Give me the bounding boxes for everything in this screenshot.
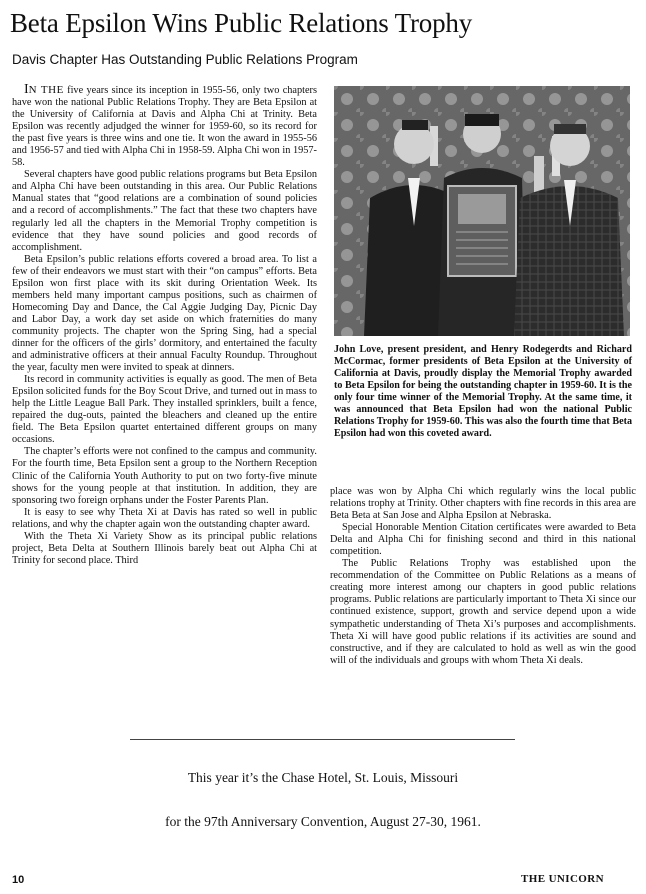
paragraph-7: With the Theta Xi Variety Show as its principal public relations project, Beta Delta at Southern Illinois barely beat out Alpha Chi at Trinity for second place. Third xyxy=(12,530,317,566)
right-paragraph-2: Special Honorable Mention Citation certificates were awarded to Beta Delta and Alpha Chi for finishing second and third in this national competition. xyxy=(330,522,636,558)
lead-small-caps: N THE xyxy=(28,84,64,96)
convention-promo-line-2: for the 97th Anniversary Convention, August 27-30, 1961. xyxy=(165,814,481,829)
paragraph-1-body: five years since its inception in 1955-56, only two chapters have won the national Public Relations Trophy. They are Beta Epsilon at the University of California at Davis and Alpha Chi at Trinity. Beta Epsilon was recently adjudged the winner for 1959-60, so its record for the past five years is three wins and one tie. It won the award in 1955-56 and 1956-57 and tied with Alpha Chi in 1958-59. Alpha Chi won in 1957-58. xyxy=(12,85,317,169)
paragraph-6: It is easy to see why Theta Xi at Davis has rated so well in public relations, and why the chapter again won the outstanding chapter award. xyxy=(12,506,317,530)
paragraph-3: Beta Epsilon’s public relations efforts covered a broad area. To list a few of their endeavors we must start with their “on campus” efforts. Beta Epsilon won first place with its skit during Orientation Week. Its members held many important campus positions, such as chairmen of Homecoming Day and Dance, the Cal Aggie Judging Day, Picnic Day and Labor Day, a work day set aside on which fraternities do many community projects. The chapter won the Spring Sing, had a special dinner for the officers of the girls’ dormitory, and entertained the faculty and administrative officers at their annual Faculty Roundup. Throughout the year, faculty men were invited to speak at dinners. xyxy=(12,253,317,374)
paragraph-5: The chapter’s efforts were not confined to the campus and community. For the fourth time, Beta Epsilon sent a group to the Northern Reception Clinic of the California Youth Authority to put on two forty-five minute shows for the young people at that institution. In addition, they are sponsoring two foreign orphans under the Foster Parents Plan. xyxy=(12,446,317,506)
photo-illustration xyxy=(334,86,630,336)
left-column xyxy=(12,84,317,567)
article-subtitle: Davis Chapter Has Outstanding Public Relations Program xyxy=(12,52,358,67)
right-paragraph-3: The Public Relations Trophy was established upon the recommendation of the Committee on Public Relations as a means of creating more interest among our chapters in good public relations programs. Public relations are particularly important to Theta Xi since our continued existence, support, growth and service depend upon a wide sympathetic understanding of Theta Xi’s purposes and accomplishments. Theta Xi will have good public relations if its activities are sound and constructive, and if they are calculated to hold as well as win the good will of the individuals and groups with whom Theta Xi deals. xyxy=(330,558,636,666)
photo-caption: John Love, present president, and Henry Rodegerdts and Richard McCormac, former presidents of Beta Epsilon at the University of California at Davis, proudly display the Memorial Trophy awarded to Beta Epsilon for being the outstanding chapter in 1959-60. It is the only four time winner of the Memorial Trophy. At the same time, it was announced that Beta Epsilon had won the national Public Relations Trophy for 1959-60. This was also the fourth time that Beta Epsilon had won this coveted award. xyxy=(334,344,632,440)
right-column xyxy=(330,486,636,667)
paragraph-1 xyxy=(12,84,317,169)
paragraph-4: Its record in community activities is equally as good. The men of Beta Epsilon solicited funds for the Boy Scout Drive, and turned out in mass to help the Little League Ball Park. They installed sprinklers, built a fence, repaired the dug-outs, painted the bleachers and cleaned up the entire field. The Beta Epsilon quartet entertained different groups on many occasions. xyxy=(12,374,317,446)
divider xyxy=(130,739,515,740)
page-number: 10 xyxy=(12,874,25,886)
trophy-photo xyxy=(334,86,630,336)
paragraph-2: Several chapters have good public relations programs but Beta Epsilon and Alpha Chi have been outstanding in this area. Our Public Relations Manual states that “good relations are a combination of sound policies and a record of accomplishments.” The fact that these two chapters have regularly led all the chapters in the Memorial Trophy competition is evidence that they have sound policies and good records of accomplishment. xyxy=(12,169,317,253)
convention-promo-line-1: This year it’s the Chase Hotel, St. Louis, Missouri xyxy=(187,770,459,785)
magazine-name: THE UNICORN xyxy=(521,873,604,885)
right-paragraph-1: place was won by Alpha Chi which regularly wins the local public relations trophy at Trinity. Other chapters with fine records in this area are Beta Beta at San Jose and Alpha Epsilon at Nebraska. xyxy=(330,486,636,522)
article-title: Beta Epsilon Wins Public Relations Trophy xyxy=(10,8,472,38)
drop-cap: I xyxy=(24,82,29,97)
